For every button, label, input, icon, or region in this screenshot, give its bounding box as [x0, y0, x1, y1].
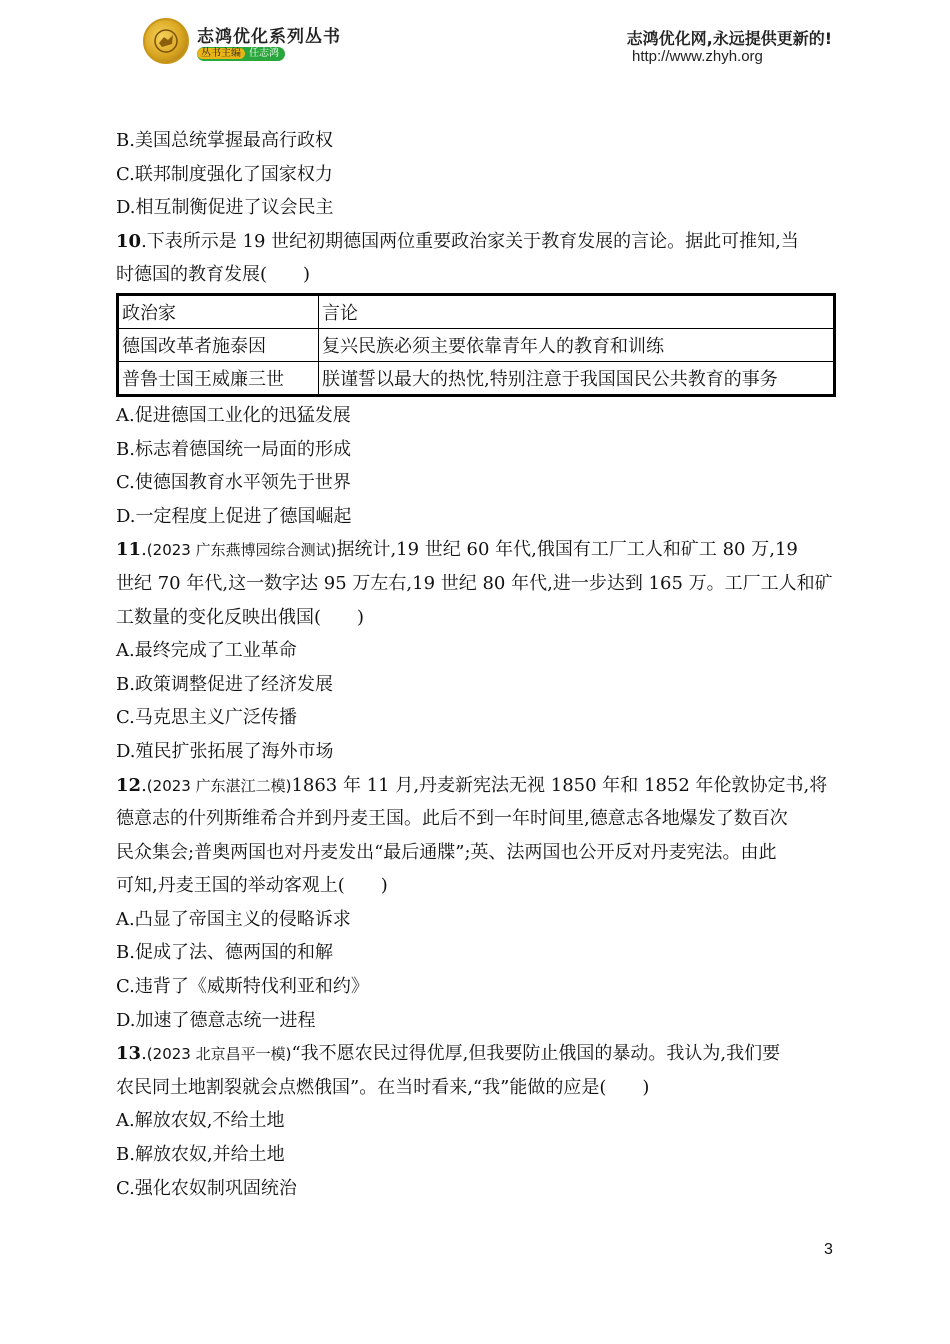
q11-option-a: A.最终完成了工业革命	[116, 640, 297, 662]
q13-option-b: B.解放农奴,并给土地	[116, 1144, 285, 1166]
table-header-cell: 政治家	[118, 294, 319, 328]
q13-option-c: C.强化农奴制巩固统治	[116, 1177, 297, 1199]
q12-option-b: B.促成了法、德两国的和解	[116, 942, 333, 964]
q13-stem: 13.(2023 北京昌平一模)“我不愿农民过得优厚,但我要防止俄国的暴动。我认为,我们要	[116, 1043, 781, 1065]
q10-option-b: B.标志着德国统一局面的形成	[116, 438, 351, 460]
q12-stem-line2: 德意志的什列斯维希合并到丹麦王国。此后不到一年时间里,德意志各地爆发了数百次	[116, 808, 788, 830]
q10-number: 10	[116, 230, 142, 252]
question-content	[116, 124, 836, 1205]
q10-option-a: A.促进德国工业化的迅猛发展	[116, 404, 351, 426]
q12-option-c: C.违背了《威斯特伐利亚和约》	[116, 976, 369, 998]
table-row	[118, 328, 835, 361]
emblem-icon	[153, 28, 179, 54]
q13-option-a: A.解放农奴,不给土地	[116, 1110, 285, 1132]
table-header-cell: 言论	[319, 294, 835, 328]
q12-stem-line3: 民众集会;普奥两国也对丹麦发出“最后通牒”;英、法两国也公开反对丹麦宪法。由此	[116, 841, 777, 863]
q10-option-d: D.一定程度上促进了德国崛起	[116, 505, 352, 527]
q10-stem-line1: .下表所示是 19 世纪初期德国两位重要政治家关于教育发展的言论。据此可推知,当	[141, 230, 799, 252]
table-cell: 德国改革者施泰因	[118, 328, 319, 361]
q12-source: (2023 广东湛江二模)	[146, 776, 292, 795]
q13-number: 13	[116, 1043, 142, 1065]
q13-stem-line2: 农民同土地割裂就会点燃俄国”。在当时看来,“我”能做的应是( )	[116, 1076, 650, 1098]
site-url[interactable]: http://www.zhyh.org	[632, 48, 763, 65]
table-cell: 复兴民族必须主要依靠青年人的教育和训练	[319, 328, 835, 361]
editor-badge	[197, 47, 285, 61]
page-number: 3	[824, 1241, 833, 1258]
editor-label: 丛书主编	[197, 48, 245, 59]
page-header	[0, 0, 950, 80]
table-cell: 普鲁士国王威廉三世	[118, 361, 319, 395]
q11-stem-line1: 据统计,19 世纪 60 年代,俄国有工厂工人和矿工 80 万,19	[336, 539, 798, 561]
q11-number: 11	[116, 539, 142, 561]
q9-option-b: B.美国总统掌握最高行政权	[116, 130, 333, 151]
q9-option-c: C.联邦制度强化了国家权力	[116, 163, 333, 185]
q10-stem	[116, 225, 836, 259]
q11-option-d: D.殖民扩张拓展了海外市场	[116, 740, 334, 762]
q10-stem-line2: 时德国的教育发展( )	[116, 264, 311, 286]
q10-option-c: C.使德国教育水平领先于世界	[116, 472, 351, 494]
q10-table	[116, 293, 836, 397]
q11-stem-line3: 工数量的变化反映出俄国( )	[116, 606, 365, 628]
table-row	[118, 361, 835, 395]
site-slogan: 志鸿优化网,永远提供更新的!	[626, 29, 832, 48]
q12-option-d: D.加速了德意志统一进程	[116, 1009, 316, 1031]
q11-source: (2023 广东燕博园综合测试)	[146, 541, 337, 560]
q12-stem-line1: 1863 年 11 月,丹麦新宪法无视 1850 年和 1852 年伦敦协定书,将	[291, 774, 828, 796]
q11-option-c: C.马克思主义广泛传播	[116, 707, 297, 729]
q13-source: (2023 北京昌平一模)	[146, 1045, 292, 1064]
editor-name: 任志鸿	[249, 48, 279, 59]
q13-stem-line1: “我不愿农民过得优厚,但我要防止俄国的暴动。我认为,我们要	[291, 1043, 781, 1065]
q12-number: 12	[116, 774, 142, 796]
q12-stem: 12.(2023 广东湛江二模)1863 年 11 月,丹麦新宪法无视 1850 年和 1852 年伦敦协定书,将	[116, 774, 828, 796]
q12-stem-line4: 可知,丹麦王国的举动客观上( )	[116, 875, 388, 897]
table-header-row	[118, 294, 835, 328]
q11-stem: 11.(2023 广东燕博园综合测试)据统计,19 世纪 60 年代,俄国有工厂工人和矿工 80 万,19	[116, 539, 798, 561]
table-cell: 朕谨誓以最大的热忱,特别注意于我国国民公共教育的事务	[319, 361, 835, 395]
q11-option-b: B.政策调整促进了经济发展	[116, 673, 333, 695]
series-title: 志鸿优化系列丛书	[197, 27, 341, 47]
series-logo	[143, 18, 189, 64]
q12-option-a: A.凸显了帝国主义的侵略诉求	[116, 908, 351, 930]
q9-option-d: D.相互制衡促进了议会民主	[116, 197, 334, 219]
q11-stem-line2: 世纪 70 年代,这一数字达 95 万左右,19 世纪 80 年代,进一步达到 165 万。工厂工人和矿	[116, 572, 833, 594]
